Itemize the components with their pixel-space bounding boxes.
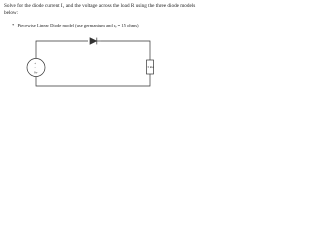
wire-right-top [101,41,150,60]
wire-bottom [36,74,150,86]
question-line-1: Solve for the diode current I₁ and the voltage across the load R using the three diode models [4,3,196,9]
source-voltage-label: 9v [34,70,38,75]
diode-model-label: Piecewise Linear Diode model (use germanium and rₑ = 15 ohms) [17,23,139,28]
bullet-marker: * [12,23,15,28]
wire-left-top [36,41,88,58]
load-resistance-label: 3 kΩ [147,65,154,70]
source-plus-sign: + [34,61,37,66]
question-line-2: below: [4,9,19,16]
source-minus-sign: − [34,66,37,70]
diode-symbol [90,38,97,44]
circuit-diagram [0,0,200,93]
